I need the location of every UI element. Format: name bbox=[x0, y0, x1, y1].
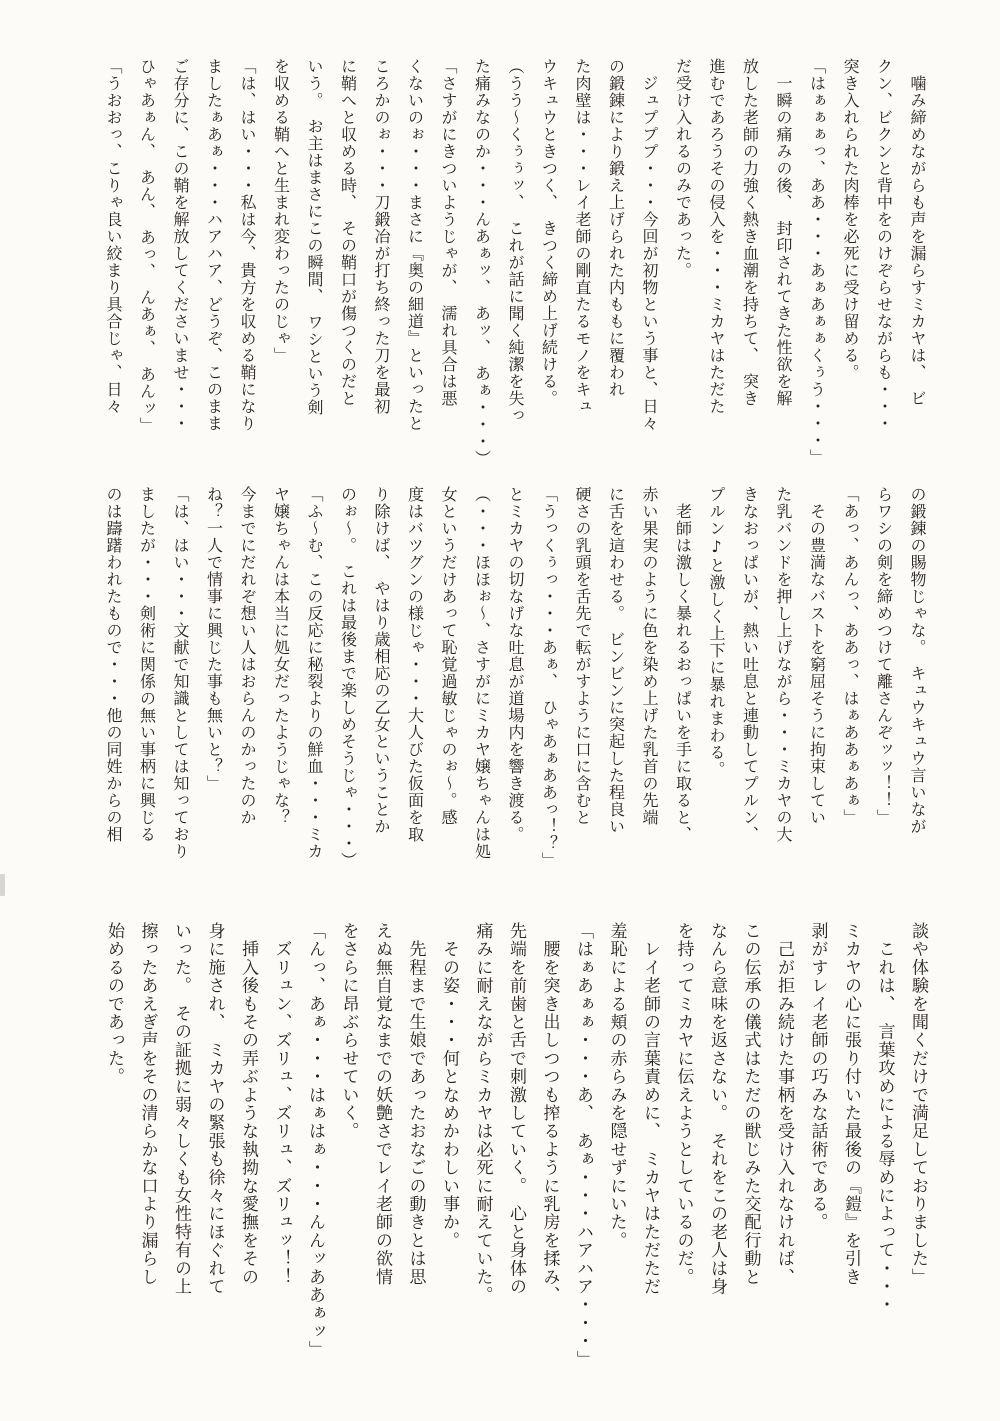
text-column: ズリュン、ズリュ、ズリュ、ズリュッ！！ bbox=[271, 922, 292, 1286]
text-column: クン、ビクンと背中をのけぞらせながらも・・・ bbox=[874, 58, 894, 432]
text-column: り除けば、 やはり歳相応の乙女ということか bbox=[372, 486, 391, 835]
text-column: 始めるのであった。 bbox=[104, 922, 124, 1086]
text-column: 「うっくぅっ・・・あぁ、 ひゃあぁああっ！？」 bbox=[539, 486, 559, 869]
text-column: 「は、はい・・・私は今、貴方を収める鞘になり bbox=[238, 58, 257, 432]
text-column: 「ふ〜む、この反応に秘裂よりの鮮血・・・ミカ bbox=[305, 486, 324, 860]
text-column: 「んっ、あぁ・・・はぁはぁ・・・んんッああぁッ」 bbox=[305, 922, 325, 1359]
text-column: きなおっぱいが、熱い吐息と連動してプルン、 bbox=[740, 486, 760, 843]
text-band-middle bbox=[97, 486, 935, 912]
text-column: を持ってミカヤに伝えようとしているのだ。 bbox=[673, 922, 694, 1286]
text-column: 先程まで生娘であったおなごの動きとは思 bbox=[405, 922, 426, 1286]
text-column: 突き入れられた肉棒を必死に受け留める。 bbox=[841, 58, 860, 381]
text-column: だ受け入れるのみであった。 bbox=[673, 58, 693, 279]
text-column: ね？一人で情事に興じた事も無いと？」 bbox=[204, 486, 224, 792]
text-column: 老師は激しく暴れるおっぱいを手に取ると、 bbox=[673, 486, 693, 843]
text-column: その豊満なバストを窮屈そうに拘束してい bbox=[807, 486, 827, 826]
text-column: 「うおおっ、こりゃ良い絞まり具合じゃ、日々 bbox=[104, 58, 123, 415]
text-column: 「は、はい・・・文献で知識としては知っており bbox=[171, 486, 190, 860]
text-column: 先端を前歯と舌で刺激していく。 心と身体の bbox=[506, 922, 526, 1296]
text-column: なんら意味を返さない。 それをこの老人は身 bbox=[707, 922, 727, 1296]
text-column: た肉壁は・・・レイ老師の剛直たるモノをキュ bbox=[573, 58, 592, 415]
text-column: の鍛錬により鍛え上げられた内ももに覆われ bbox=[606, 58, 626, 398]
text-column: をさらに昂ぶらせていく。 bbox=[338, 922, 359, 1141]
text-column: とミカヤの切なげな吐息が道場内を響き渡る。 bbox=[506, 486, 525, 843]
text-column: に舌を這わせる。 ビンビンに突起した程良い bbox=[606, 486, 626, 835]
text-column: 女というだけあって恥覚過敏じゃのぉ〜。感 bbox=[439, 486, 458, 826]
text-column: 羞恥による頬の赤らみを隠せずにいた。 bbox=[606, 922, 627, 1250]
text-column: 「あっ、あんっ、ああっ、はぁああぁあぁ」 bbox=[841, 486, 860, 826]
text-column: えぬ無自覚なまでの妖艶さでレイ老師の欲情 bbox=[372, 922, 392, 1286]
text-column: 赤い果実のように色を染め上げた乳首の先端 bbox=[640, 486, 659, 826]
text-column: に鞘へと収める時、 その鞘口が傷つくのだと bbox=[338, 58, 358, 407]
text-column: ジュプププ・・・今回が初物という事と、日々 bbox=[640, 58, 659, 432]
text-column: 進むであろうその侵入を・・・ミカヤはただた bbox=[707, 58, 726, 415]
text-column: ましたが・・・剣術に関係の無い事柄に興じる bbox=[137, 486, 157, 843]
text-column: 今までにだれぞ想い人はおらんのかったのか bbox=[238, 486, 257, 826]
text-column: ウキュウときつく、 きつく締め上げ続ける。 bbox=[539, 58, 559, 407]
text-column: （・・・ほほぉ〜、さすがにミカヤ嬢ちゃんは処 bbox=[472, 486, 492, 860]
text-column: た痛みなのか・・・んあぁッ、 あッ、 あぁ・・・） bbox=[472, 58, 492, 467]
text-column: 剥がすレイ老師の巧みな話術である。 bbox=[807, 922, 828, 1232]
text-column: これは、 言葉攻めによる辱めによって・・・ bbox=[874, 922, 895, 1314]
text-column: プルン♪と激しく上下に暴れまわる。 bbox=[707, 486, 726, 778]
text-column: この伝承の儀式はただの獣じみた交配行動と bbox=[740, 922, 761, 1286]
text-column: 一瞬の痛みの後、 封印されてきた性欲を解 bbox=[774, 58, 793, 407]
text-column: ミカヤの心に張り付いた最後の『鎧』を引き bbox=[841, 922, 861, 1286]
text-column: 己が拒み続けた事柄を受け入れなければ、 bbox=[774, 922, 794, 1286]
text-column: 「さすがにきついようじゃが、 濡れ具合は悪 bbox=[439, 58, 458, 407]
text-column: その姿・・・何となめかわしい事か。 bbox=[439, 922, 459, 1250]
text-column: た乳バンドを押し上げながら・・・ミカヤの大 bbox=[774, 486, 793, 843]
text-column: 痛みに耐えながらミカヤは必死に耐えていた。 bbox=[472, 922, 493, 1305]
text-column: 放した老師の力強く熱き血潮を持ちて、 突き bbox=[740, 58, 760, 407]
text-column: ましたぁあぁ・・・ハアハア、どうぞ、このまま bbox=[204, 58, 224, 432]
text-column: ひゃあぁん、 あん、 あっ、 んあぁ、 あんッ」 bbox=[137, 58, 157, 434]
text-column: 噛み締めながらも声を漏らすミカヤは、 ビ bbox=[908, 58, 927, 407]
text-column: ころかのぉ・・・刀鍛冶が打ち終った刀を最初 bbox=[372, 58, 391, 415]
text-column: 擦ったあえぎ声をその清らかな口より漏らし bbox=[137, 922, 158, 1286]
text-column: の鍛錬の賜物じゃな。 キュウキュウ言いなが bbox=[908, 486, 927, 835]
text-column: 「はぁぁぁっ、ああ・・・あぁあぁぁくぅう・・・」 bbox=[807, 58, 827, 466]
text-column: のぉ〜。 これは最後まで楽しめそうじゃ・・・） bbox=[338, 486, 358, 869]
text-column: 身に施され、 ミカヤの緊張も徐々にほぐれて bbox=[204, 922, 225, 1296]
text-column: いう。 お主はまさにこの瞬間、 ワシという剣 bbox=[305, 58, 324, 416]
text-column: ヤ嬢ちゃんは本当に処女だったようじゃな？ bbox=[271, 486, 291, 826]
scan-artifact-mark bbox=[0, 874, 5, 896]
text-column: 挿入後もその弄ぶような執拗な愛撫をその bbox=[238, 922, 258, 1286]
text-column: のは躊躇われたもので・・・他の同姓からの相 bbox=[104, 486, 123, 843]
text-column: を収める鞘へと生まれ変わったのじゃ」 bbox=[271, 58, 291, 364]
text-column: 硬さの乳頭を舌先で転がすように口に含むと bbox=[573, 486, 592, 826]
text-band-top bbox=[97, 58, 935, 470]
text-column: 談や体験を聞くだけで満足しておりました」 bbox=[908, 922, 928, 1286]
text-column: （うう〜くぅぅッ、 これが話に聞く純潔を失っ bbox=[506, 58, 525, 424]
text-column: いった。 その証拠に弱々しくも女性特有の上 bbox=[171, 922, 191, 1296]
text-column: レイ老師の言葉責めに、 ミカヤはただただ bbox=[640, 922, 660, 1296]
text-band-bottom bbox=[97, 922, 935, 1384]
text-column: 度はバツグンの様じゃ・・・大人びた仮面を取 bbox=[405, 486, 425, 843]
text-column: 「はぁあぁぁ・・・あ、 あぁ・・・ハアハア・・・」 bbox=[573, 922, 593, 1369]
text-column: 腰を突き出しつつも搾るように乳房を揉み、 bbox=[539, 922, 560, 1305]
text-column: らワシの剣を締めつけて離さんぞッッ！！」 bbox=[874, 486, 894, 826]
text-column: ご存分に、この鞘を解放してくださいませ・・・ bbox=[171, 58, 190, 432]
text-column: くないのぉ・・・まさに『奥の細道』といったと bbox=[405, 58, 425, 432]
